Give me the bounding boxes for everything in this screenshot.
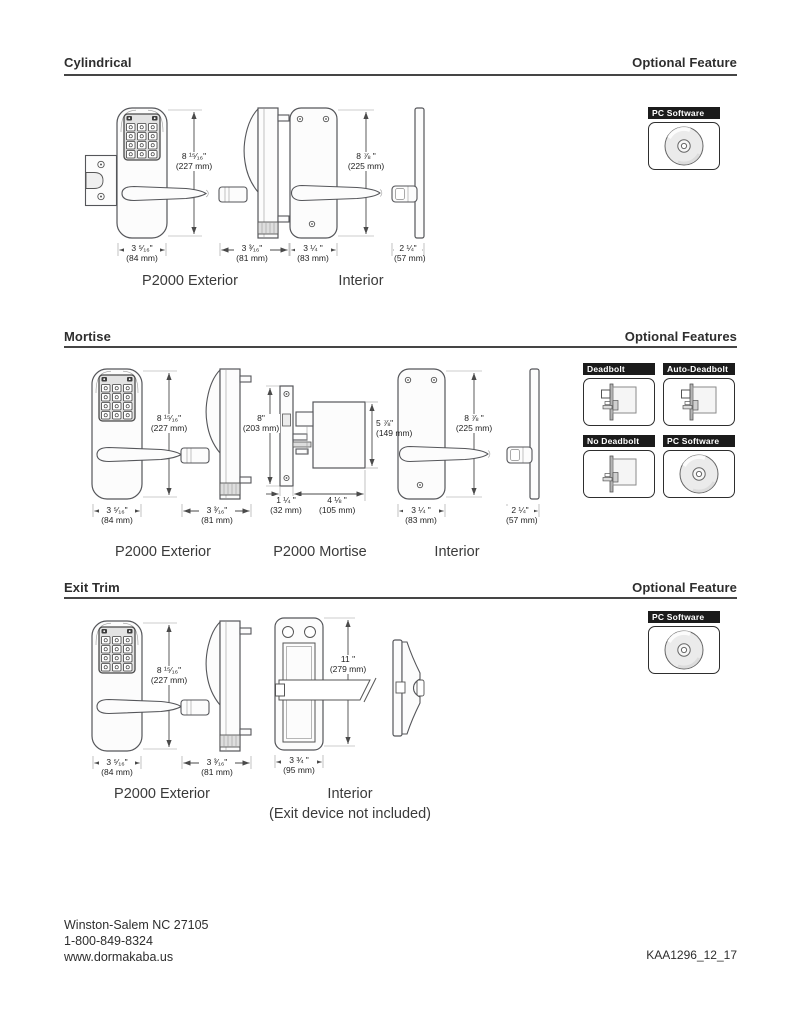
dim-mm: (84 mm) <box>126 252 158 263</box>
document-number: KAA1296_12_17 <box>646 948 737 962</box>
dim-value: 3 ¾ " <box>289 755 309 765</box>
dim-value: 3 ⁵⁄₁₆" <box>106 505 128 515</box>
dim-mm: (105 mm) <box>319 504 356 515</box>
section-title: Mortise <box>64 329 111 344</box>
dim-exterior-height <box>143 666 195 685</box>
dim-interior-width <box>403 506 439 525</box>
cd-icon <box>648 626 720 674</box>
feature-pc-software <box>663 435 735 498</box>
dim-exterior-depth <box>234 244 270 263</box>
dim-mm: (279 mm) <box>329 663 367 674</box>
dim-mm: (84 mm) <box>101 514 133 525</box>
optional-feature-heading: Optional Feature <box>632 55 737 70</box>
footer-website: www.dormakaba.us <box>64 950 174 964</box>
dim-exterior-height <box>143 414 195 433</box>
feature-label: No Deadbolt <box>583 435 655 447</box>
dim-value: 8 ⅞ " <box>464 413 484 423</box>
dim-mm: (81 mm) <box>201 514 233 525</box>
dim-exterior-height <box>168 152 220 171</box>
section-title: Exit Trim <box>64 580 120 595</box>
feature-pc-software <box>648 611 720 674</box>
feature-label: Auto-Deadbolt <box>663 363 735 375</box>
cd-icon <box>663 450 735 498</box>
dim-interior-height <box>340 152 392 171</box>
figure-caption-interior: Interior <box>327 786 373 802</box>
dim-value: 3 ⁵⁄₁₆" <box>131 243 153 253</box>
dim-value: 1 ¼ " <box>276 495 296 505</box>
figure-caption-mortise: P2000 Mortise <box>273 544 367 560</box>
dim-value: 11 " <box>340 654 356 664</box>
dim-mm: (57 mm) <box>506 514 538 525</box>
feature-auto-deadbolt <box>663 363 735 426</box>
dim-mm: (149 mm) <box>376 427 413 438</box>
dim-mortise-body-height <box>376 419 424 438</box>
dim-value: 3 ³⁄₁₆" <box>206 505 228 515</box>
section-rule <box>64 346 737 348</box>
dim-value: 3 ³⁄₁₆" <box>206 757 228 767</box>
section-rule <box>64 597 737 599</box>
dim-exterior-depth <box>199 758 235 777</box>
footer <box>64 917 209 965</box>
dim-exterior-width <box>124 244 160 263</box>
dim-mm: (225 mm) <box>347 160 385 171</box>
section-rule <box>64 74 737 76</box>
figure-caption-interior: Interior <box>434 544 480 560</box>
dim-exterior-depth <box>199 506 235 525</box>
dim-mm: (227 mm) <box>175 160 213 171</box>
dim-interior-width <box>295 244 331 263</box>
dim-mm: (83 mm) <box>405 514 437 525</box>
dim-interior-depth <box>506 505 538 525</box>
optional-feature-heading: Optional Features <box>624 329 737 344</box>
feature-deadbolt <box>583 363 655 426</box>
dim-value: 2 ¼" <box>399 243 417 253</box>
dim-interior-height <box>448 414 500 433</box>
dim-value: 3 ¼ " <box>303 243 323 253</box>
feature-label: PC Software <box>663 435 735 447</box>
figure-caption-interior: Interior <box>338 273 384 289</box>
feature-no-deadbolt <box>583 435 655 498</box>
figure-caption-exterior: P2000 Exterior <box>142 273 238 289</box>
no-deadbolt-icon <box>583 450 655 498</box>
footer-phone: 1-800-849-8324 <box>64 934 153 948</box>
feature-label: PC Software <box>648 611 720 623</box>
dim-value: 8 ¹⁵⁄₁₆" <box>181 151 207 161</box>
dim-interior-height <box>328 655 368 674</box>
dim-mm: (227 mm) <box>150 674 188 685</box>
dim-mm: (81 mm) <box>236 252 268 263</box>
deadbolt-icon <box>583 378 655 426</box>
feature-label: PC Software <box>648 107 720 119</box>
dim-value: 4 ⅛ " <box>327 495 347 505</box>
section-header-mortise <box>64 329 737 344</box>
dim-value: 8 ⅞ " <box>356 151 376 161</box>
dim-mm: (225 mm) <box>455 422 493 433</box>
section-title: Cylindrical <box>64 55 132 70</box>
dim-exterior-width <box>99 506 135 525</box>
dim-mortise-height <box>242 414 280 433</box>
dim-value: 8 ¹⁵⁄₁₆" <box>156 413 182 423</box>
dim-mortise-faceplate-width <box>268 496 304 515</box>
dim-mm: (227 mm) <box>150 422 188 433</box>
dim-value: 8" <box>257 413 265 423</box>
auto-deadbolt-icon <box>663 378 735 426</box>
dim-exterior-width <box>99 758 135 777</box>
dim-value: 5 ⅞" <box>376 418 394 428</box>
dim-value: 3 ⁵⁄₁₆" <box>106 757 128 767</box>
dim-mm: (81 mm) <box>201 766 233 777</box>
dim-value: 3 ³⁄₁₆" <box>241 243 263 253</box>
dim-mm: (84 mm) <box>101 766 133 777</box>
cd-icon <box>648 122 720 170</box>
dim-mm: (95 mm) <box>283 764 315 775</box>
footer-address: Winston-Salem NC 27105 <box>64 918 209 932</box>
dim-mm: (57 mm) <box>394 252 426 263</box>
dim-interior-width <box>281 756 317 775</box>
figure-caption-note: (Exit device not included) <box>269 806 431 822</box>
mortise-drawings <box>60 358 560 530</box>
figure-caption-exterior: P2000 Exterior <box>114 786 210 802</box>
feature-label: Deadbolt <box>583 363 655 375</box>
dim-mm: (203 mm) <box>242 422 280 433</box>
optional-feature-heading: Optional Feature <box>632 580 737 595</box>
section-header-exit-trim <box>64 580 737 595</box>
section-header-cylindrical <box>64 55 737 70</box>
dim-mm: (32 mm) <box>270 504 302 515</box>
dim-value: 3 ¼ " <box>411 505 431 515</box>
exit-interior-drawing <box>275 618 376 768</box>
feature-pc-software <box>648 107 720 170</box>
exit-side-bracket-drawing <box>393 640 424 736</box>
latch-plate-drawing <box>86 156 117 206</box>
dim-value: 8 ¹⁵⁄₁₆" <box>156 665 182 675</box>
mortise-lock-drawing <box>266 386 378 501</box>
dim-mm: (83 mm) <box>297 252 329 263</box>
dim-value: 2 ¼" <box>511 505 529 515</box>
dim-mortise-body-width <box>319 496 355 515</box>
dim-interior-depth <box>394 243 426 263</box>
figure-caption-exterior: P2000 Exterior <box>115 544 211 560</box>
